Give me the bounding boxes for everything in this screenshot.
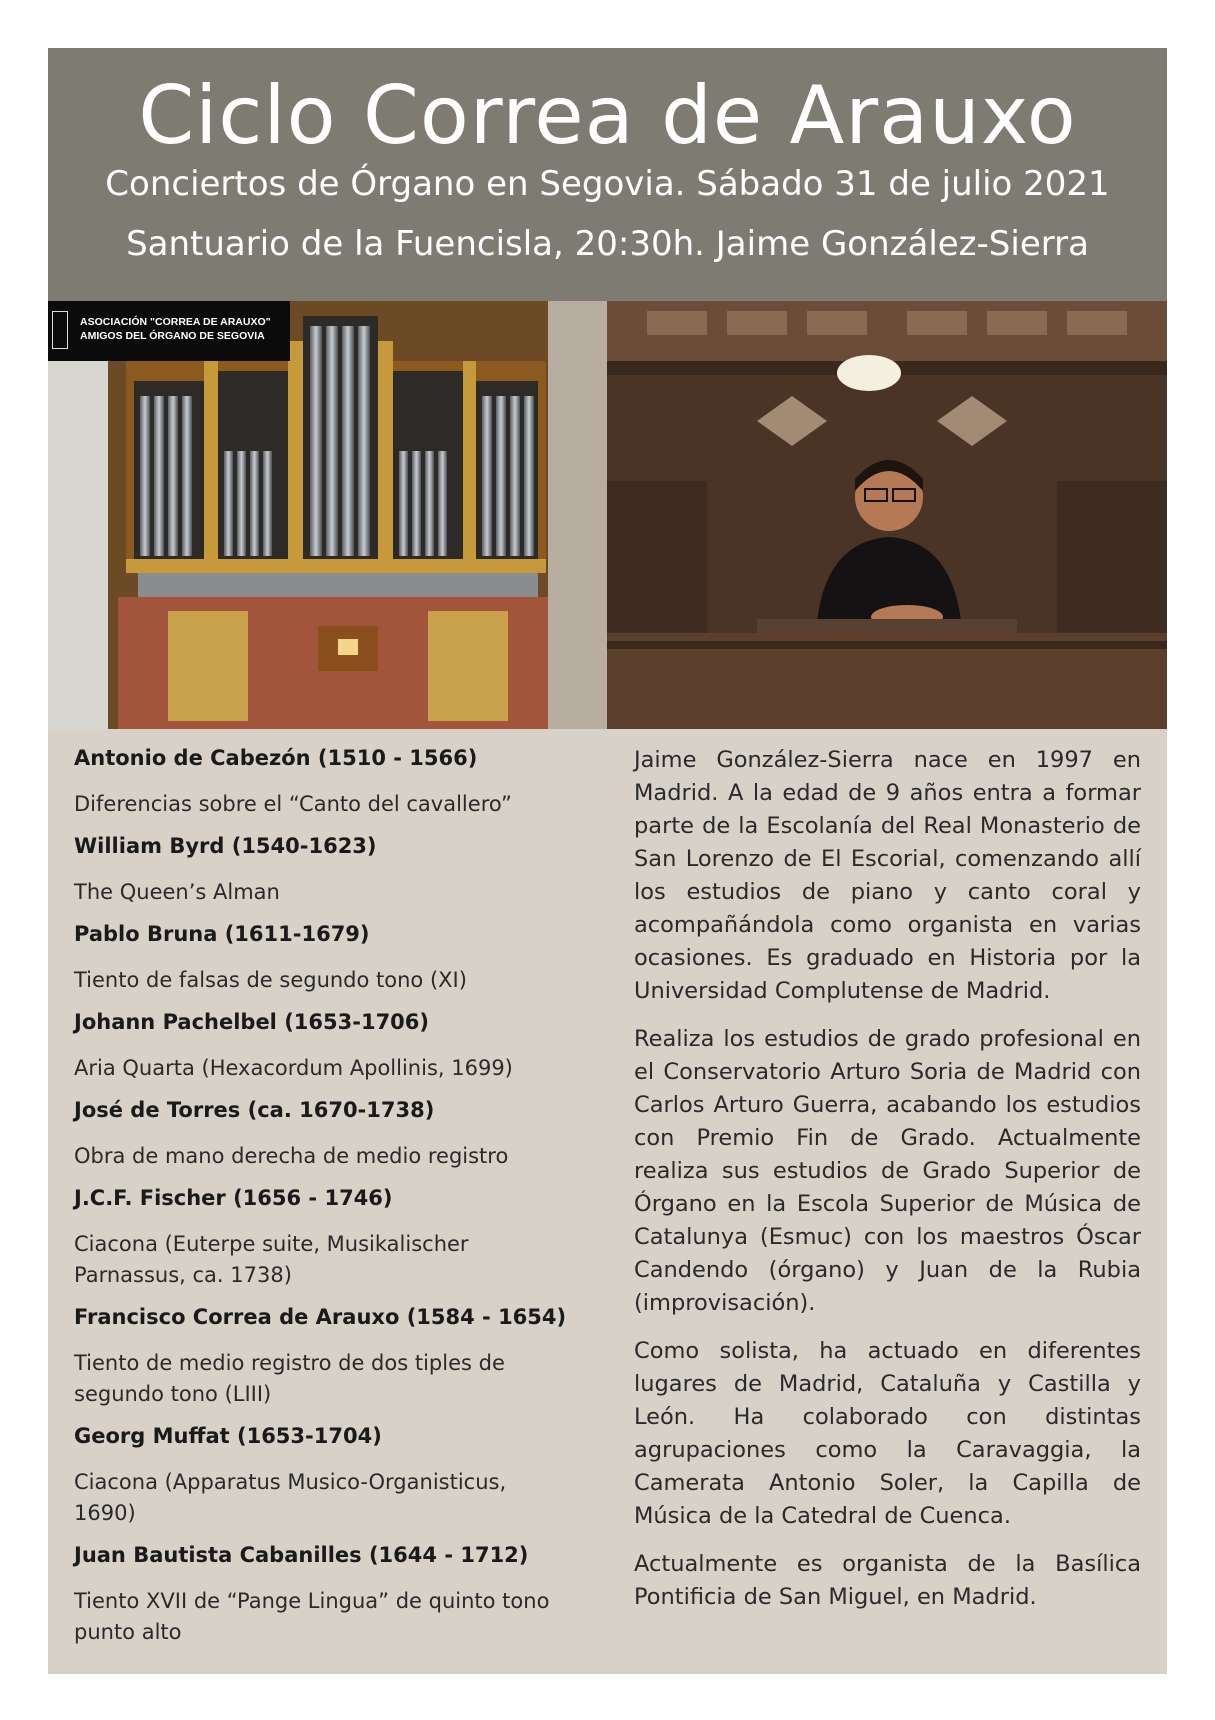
piece-title: The Queen’s Alman	[74, 880, 280, 904]
composer-name: Johann Pachelbel (1653-1706)	[74, 1010, 430, 1034]
association-logo-icon	[52, 311, 68, 349]
concert-poster	[48, 48, 1167, 1674]
bio-paragraph: Como solista, ha actuado en diferentes lugares de Madrid, Cataluña y Castilla y León. Ha colaborado con distintas agrupaciones como la Caravaggia, la Camerata Antonio Soler, la Capilla de Música de la Catedral de Cuenca.	[634, 1338, 1141, 1529]
composer-name: Georg Muffat (1653-1704)	[74, 1424, 382, 1448]
piece-title: Ciacona (Euterpe suite, Musikalischer Parnassus, ca. 1738)	[74, 1232, 469, 1287]
program-item	[74, 1303, 574, 1410]
composer-name: William Byrd (1540-1623)	[74, 834, 377, 858]
piece-title: Tiento XVII de “Pange Lingua” de quinto tono punto alto	[74, 1589, 550, 1644]
program-item	[74, 920, 574, 996]
bio-paragraph: Jaime González-Sierra nace en 1997 en Madrid. A la edad de 9 años entra a formar parte de la Escolanía del Real Monasterio de San Lorenzo de El Escorial, comenzando allí los estudios de piano y canto coral y acompañándola como organista en varias ocasiones. Es graduado en Historia por la Universidad Complutense de Madrid.	[634, 747, 1141, 1004]
piece-title: Tiento de falsas de segundo tono (XI)	[74, 968, 467, 992]
organist-photo	[607, 301, 1167, 729]
program-item	[74, 1096, 574, 1172]
program-item	[74, 1008, 574, 1084]
composer-name: Francisco Correa de Arauxo (1584 - 1654)	[74, 1305, 567, 1329]
composer-name: Pablo Bruna (1611-1679)	[74, 922, 370, 946]
concert-subtitle: Conciertos de Órgano en Segovia. Sábado 31 de julio 2021	[105, 164, 1110, 204]
piece-title: Tiento de medio registro de dos tiples de segundo tono (LIII)	[74, 1351, 505, 1406]
piece-title: Ciacona (Apparatus Musico-Organisticus, 1690)	[74, 1470, 507, 1525]
program-item	[74, 1184, 574, 1291]
photo-strip	[48, 301, 1167, 729]
composer-name: José de Torres (ca. 1670-1738)	[74, 1098, 435, 1122]
organist-illustration	[607, 301, 1167, 729]
program-item	[74, 1541, 574, 1648]
program-item	[74, 744, 574, 820]
composer-name: Juan Bautista Cabanilles (1644 - 1712)	[74, 1543, 529, 1567]
venue-line: Santuario de la Fuencisla, 20:30h. Jaime González-Sierra	[126, 224, 1089, 264]
bio-paragraph: Actualmente es organista de la Basílica Pontificia de San Miguel, en Madrid.	[634, 1551, 1141, 1610]
piece-title: Diferencias sobre el “Canto del cavallero”	[74, 792, 512, 816]
concert-program	[74, 744, 574, 1660]
program-item	[74, 1422, 574, 1529]
piece-title: Obra de mano derecha de medio registro	[74, 1144, 509, 1168]
bio-paragraph: Realiza los estudios de grado profesional en el Conservatorio Arturo Soria de Madrid con Carlos Arturo Guerra, acabando los estudios con Premio Fin de Grado. Actualmente realiza sus estudios de Grado Superior de Órgano en la Escola Superior de Música de Catalunya (Esmuc) con los maestros Óscar Candendo (órgano) y Juan de la Rubia (improvisación).	[634, 1026, 1141, 1316]
piece-title: Aria Quarta (Hexacordum Apollinis, 1699)	[74, 1056, 513, 1080]
association-label	[48, 301, 290, 361]
page-title: Ciclo Correa de Arauxo	[138, 69, 1077, 162]
organist-biography	[634, 744, 1141, 1629]
composer-name: Antonio de Cabezón (1510 - 1566)	[74, 746, 478, 770]
program-item	[74, 832, 574, 908]
association-name: ASOCIACIÓN "CORREA DE ARAUXO"	[80, 316, 271, 328]
composer-name: J.C.F. Fischer (1656 - 1746)	[74, 1186, 393, 1210]
organ-photo	[48, 301, 607, 729]
association-subtitle: AMIGOS DEL ÓRGANO DE SEGOVIA	[80, 330, 265, 342]
organ-illustration	[48, 301, 607, 729]
poster-header	[48, 48, 1167, 301]
